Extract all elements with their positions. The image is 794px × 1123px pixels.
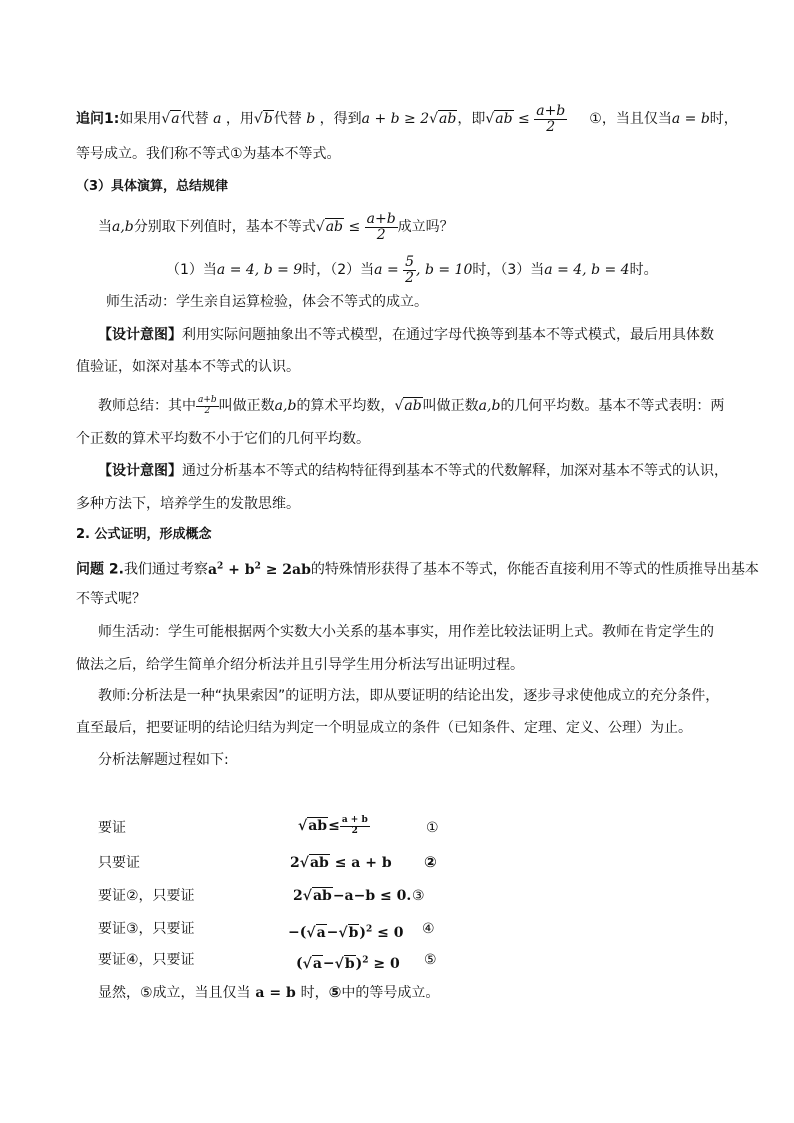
text-segment: 叫做正数: [218, 398, 275, 414]
design-intent-1: [98, 325, 714, 345]
math-ab: a,b: [112, 219, 134, 236]
step-mark: [424, 853, 437, 873]
math-minus: −: [322, 955, 335, 972]
sqrt-ab: √ab: [315, 219, 343, 236]
circled-2: ②: [424, 853, 437, 871]
math-expression: )$^2$ ≥ 0: [355, 955, 400, 972]
text-segment: 中的等号成立。: [341, 985, 440, 1001]
step-formula-4: [288, 919, 404, 943]
sqrt-b: √b: [334, 955, 355, 972]
sqrt-a: √a: [161, 111, 180, 128]
step-label: 只要证: [98, 855, 140, 871]
text-segment: 利用实际问题抽象出不等式模型，在通过字母代换等到基本不等式模式，最后用具体数: [182, 327, 714, 343]
math-expression: −(: [288, 924, 307, 941]
math-a2-b2: $a^2 + b^2 \ge 2ab$: [207, 561, 311, 578]
question-label: 问题 2.: [76, 561, 124, 578]
math-case-2-b: , b = 10: [416, 262, 473, 279]
sqrt-b: √b: [253, 111, 273, 128]
step-formula-2: [290, 853, 392, 873]
text-segment: 叫做正数: [422, 398, 479, 414]
math-a: a: [208, 111, 226, 128]
design-intent-label: 【设计意图】: [98, 463, 182, 479]
section-heading: 2. 公式证明，形成概念: [76, 527, 212, 542]
question-2: [76, 556, 759, 580]
text-segment: ，即: [457, 111, 486, 128]
math-leq: ≤: [513, 111, 535, 128]
sqrt-ab: √ab: [429, 111, 457, 128]
math-expression: )$^2$ ≤ 0: [359, 924, 404, 941]
paragraph-line: 师生活动：学生亲自运算检验，体会不等式的成立。: [106, 294, 428, 310]
paragraph-line: 值验证，如深对基本不等式的认识。: [76, 359, 300, 375]
circled-5: ⑤: [328, 983, 342, 1001]
math-b: b: [301, 111, 320, 128]
sqrt-ab: √ab: [302, 888, 332, 904]
step-label: 要证④，只要证: [98, 952, 195, 968]
fraction-a-plus-b-over-2: $\frac{a+b}{2}$: [536, 103, 566, 135]
step-label: 要证②，只要证: [98, 888, 195, 904]
math-case-1: a = 4, b = 9: [216, 262, 303, 279]
step-mark: ④: [422, 921, 435, 937]
math-ab: a,b: [478, 398, 501, 414]
paragraph-line: 多种方法下，培养学生的发散思维。: [76, 496, 300, 512]
paragraph-line: 个正数的算术平均数不小于它们的几何平均数。: [76, 431, 370, 447]
text-segment: ，得到: [319, 111, 362, 128]
step-label: 要证③，只要证: [98, 921, 195, 937]
follow-up-question-1: [76, 104, 738, 134]
fraction-5-over-2: $\frac{5}{2}$: [405, 254, 415, 286]
paragraph-line: [98, 212, 454, 242]
sqrt-ab: √ab: [298, 818, 328, 834]
text-segment: 分别取下列值时，基本不等式: [133, 219, 316, 236]
sqrt-a: √a: [306, 924, 326, 941]
math-expression: (: [296, 955, 303, 972]
fraction-a-plus-b-over-2: $\frac{a + b}{2}$: [341, 815, 368, 836]
text-segment: 教师总结：其中: [98, 398, 196, 414]
paragraph-line: 做法之后，给学生简单介绍分析法并且引导学生用分析法写出证明过程。: [76, 657, 524, 673]
math-expression: −a−b ≤ 0.: [332, 888, 412, 904]
sqrt-ab: √ab: [299, 855, 329, 871]
text-segment: 代替: [180, 111, 209, 128]
math-leq: ≤: [344, 219, 365, 236]
math-ab: a,b: [274, 398, 297, 414]
math-leq-a-plus-b: ≤ a + b: [329, 855, 392, 871]
paragraph-line: 直至最后，把要证明的结论归结为判定一个明显成立的条件（已知条件、定理、定义、公理）为止。: [76, 720, 692, 736]
text-segment: ①，当且仅当: [589, 111, 672, 128]
math-a-eq-b: a = b: [671, 111, 710, 128]
step-label: 要证: [98, 820, 126, 836]
text-segment: 的几何平均数。基本不等式表明：两: [500, 398, 725, 414]
sqrt-ab: √ab: [485, 111, 513, 128]
math-inequality: a + b ≥ 2: [361, 111, 430, 128]
sqrt-ab: √ab: [394, 398, 422, 414]
text-segment: 当: [98, 219, 112, 236]
text-segment: 的算术平均数，: [296, 398, 395, 414]
text-segment: 时，: [709, 111, 738, 128]
text-segment: 我们通过考察: [123, 561, 208, 578]
text-segment: （1）当: [166, 262, 217, 279]
design-intent-2: [98, 461, 728, 481]
step-mark: ③: [412, 888, 425, 904]
conclusion: [98, 983, 439, 1003]
step-formula-5: [296, 950, 400, 974]
paragraph-line: 等号成立。我们称不等式①为基本不等式。: [76, 146, 341, 162]
fraction-a-plus-b-over-2: $\frac{a+b}{2}$: [366, 211, 396, 243]
teacher-summary: [98, 396, 724, 416]
text-segment: 显然，⑤成立，当且仅当: [98, 985, 251, 1001]
step-formula-1: [298, 816, 370, 836]
design-intent-label: 【设计意图】: [98, 327, 182, 343]
fraction-a-plus-b-over-2: $\frac{a+b}{2}$: [198, 395, 217, 416]
text-segment: 时，（3）当: [472, 262, 545, 279]
text-segment: 的特殊情形获得了基本不等式，你能否直接利用不等式的性质推导出基本: [310, 561, 759, 578]
math-leq: ≤: [328, 818, 340, 834]
step-mark: ⑤: [424, 952, 437, 968]
sqrt-a: √a: [302, 955, 322, 972]
math-2: 2: [293, 888, 303, 904]
step-formula-3: [293, 886, 411, 906]
math-2: 2: [290, 855, 300, 871]
text-segment: ，用: [225, 111, 254, 128]
text-segment: 时。: [629, 262, 658, 279]
step-mark: ①: [426, 820, 439, 836]
text-segment: 时，（2）当: [302, 262, 375, 279]
math-case-3: a = 4, b = 4: [544, 262, 630, 279]
paragraph-line: 师生活动：学生可能根据两个实数大小关系的基本事实，用作差比较法证明上式。教师在肯定学生的: [98, 624, 714, 640]
math-a-eq-b: a = b: [250, 985, 301, 1001]
follow-up-label: 追问1:: [76, 111, 120, 128]
math-case-2-a: a =: [374, 262, 404, 279]
text-segment: 时，: [300, 985, 329, 1001]
text-segment: 通过分析基本不等式的结构特征得到基本不等式的代数解释，加深对基本不等式的认识，: [182, 463, 728, 479]
paragraph-line: 不等式呢？: [76, 591, 146, 607]
text-segment: 成立吗？: [397, 219, 454, 236]
cases-line: [166, 255, 658, 285]
section-heading: （3）具体演算，总结规律: [76, 179, 229, 194]
paragraph-line: 教师:分析法是一种“执果索因”的证明方法，即从要证明的结论出发，逐步寻求使他成立的充分条件，: [98, 688, 720, 704]
math-minus: −: [326, 924, 339, 941]
text-segment: 如果用: [119, 111, 162, 128]
sqrt-b: √b: [338, 924, 359, 941]
paragraph-line: 分析法解题过程如下:: [98, 752, 229, 768]
text-segment: 代替: [273, 111, 302, 128]
